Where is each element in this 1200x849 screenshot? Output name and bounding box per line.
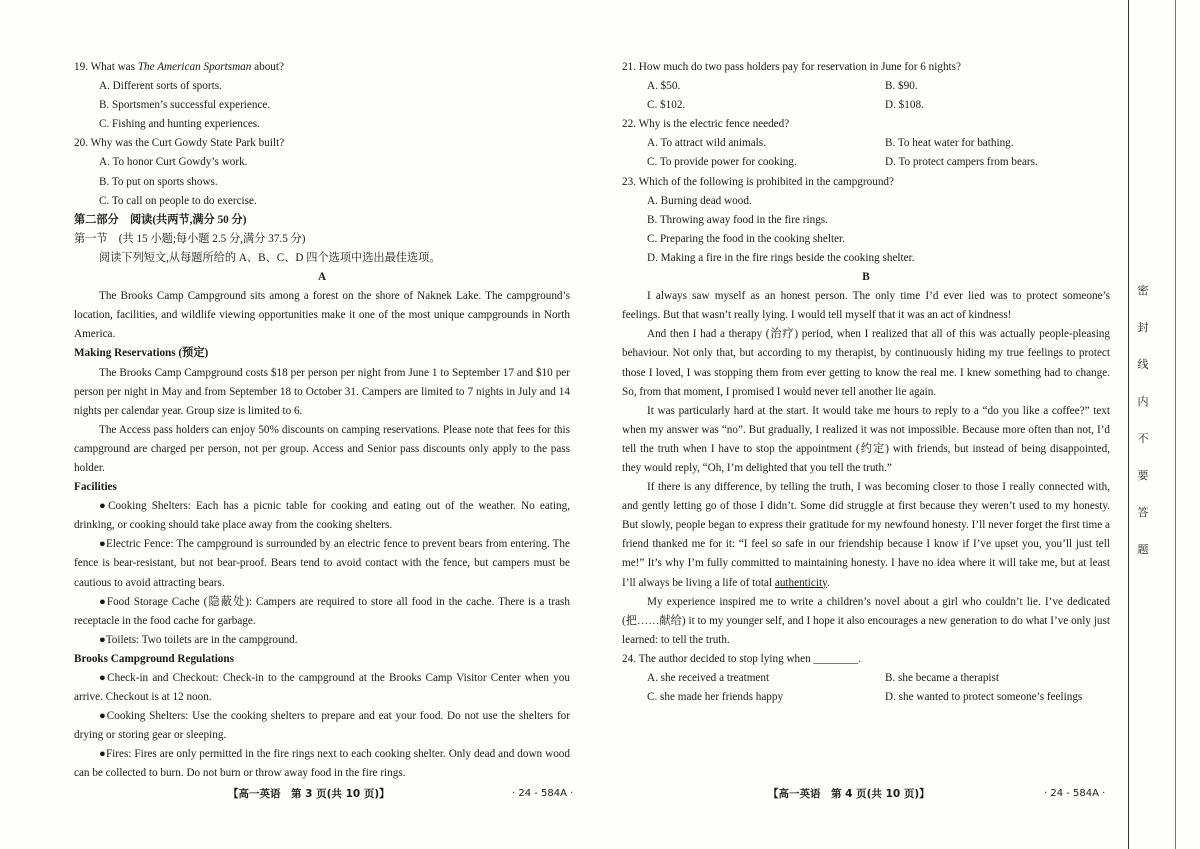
question-21: 21. How much do two pass holders pay for reservation in June for 6 nights? [622,61,961,73]
q24-option-a: A. she received a treatment [647,672,770,684]
q24-option-c: C. she made her friends happy [647,691,784,704]
q22-options-row-1 [622,134,1110,153]
q20-option-b: B. To put on sports shows. [99,175,218,188]
q21-option-a: A. $50. [647,80,681,93]
seal-char: 不 [1137,432,1149,445]
reservations-paragraph-1: The Brooks Camp Campground costs $18 per person per night from June 1 to September 17 and $10 per person per night in May and from September 18 to October 31. Campers are limited to 7 nights in July and 14 nights per calendar year. Group size is limited to 6. [74,366,570,417]
right-page-code: · 24 - 584A · [1044,788,1106,799]
reservations-heading: Making Reservations (预定) [74,347,209,360]
q21-option-b: B. $90. [885,80,918,93]
passage-b-paragraph-4: If there is any difference, by telling the truth, I was becoming closer to those I really connected with, and gently letting go of those I didn’t. Some did struggle at first because they weren’t used to my honesty. But slowly, people began to express their gratitude for my newfound honesty. I’ll never forget the first time a friend thanked me for it: “I feel so safe in our friendship because I know if I’ve upset you, you’ll just tell me!” It’s why I’m fully committed to maintaining honesty. I have no idea where it will take me, but at least I’ll always be living a life of total authenticity. [622,481,1110,589]
seal-char: 要 [1137,469,1149,482]
binding-line [1128,0,1129,849]
facilities-heading: Facilities [74,481,117,494]
seal-char: 线 [1137,358,1149,371]
q22-option-a: A. To attract wild animals. [647,137,766,150]
q23-option-a: A. Burning dead wood. [647,194,752,207]
left-footer: 【高一英语 第 3 页(共 10 页)】 [228,788,390,800]
reservations-paragraph-2: The Access pass holders can enjoy 50% discounts on camping reservations. Please note that fees for this campground are charged per person, not per group. Access and Senior pass discounts only apply to the pass holder. [74,423,570,474]
q22-option-c: C. To provide power for cooking. [647,156,797,169]
seal-line-notice [1136,272,1150,568]
q21-option-c: C. $102. [647,99,686,112]
q21-option-d: D. $108. [885,99,924,112]
regulations-heading: Brooks Campground Regulations [74,652,234,665]
seal-char: 答 [1137,506,1149,519]
instructions: 阅读下列短文,从每题所给的 A、B、C、D 四个选项中选出最佳选项。 [99,251,441,264]
section1-heading: 第一节 (共 15 小题;每小题 2.5 分,满分 37.5 分) [74,232,306,245]
q19-option-c: C. Fishing and hunting experiences. [99,118,260,131]
passage-b-paragraph-2: And then I had a therapy (治疗) period, when I realized that all of this was actually people-pleasing behaviour. Not only that, but according to my therapist, by continuously hiding my true feelings to protect those I loved, I was stopping them from ever getting to know the real me. I knew something had to change. So, from that moment, I promised I would never tell another lie again. [622,328,1110,398]
regulation-checkin: ●Check-in and Checkout: Check-in to the campground at the Brooks Camp Visitor Center when you arrive. Checkout is at 12 noon. [74,672,570,704]
passage-b-label: B [862,271,870,284]
seal-char: 封 [1137,321,1149,334]
facility-toilets: ●Toilets: Two toilets are in the campground. [99,633,298,646]
passage-a-label: A [317,271,327,284]
q22-option-b: B. To heat water for bathing. [885,137,1014,150]
regulation-cooking-shelters: ●Cooking Shelters: Use the cooking shelters to prepare and eat your food. Do not use the shelters for drying or storing gear or sleeping. [74,710,570,742]
q21-options-row-1 [622,77,1110,96]
question-19: 19. What was The American Sportsman about? [74,61,284,73]
q23-option-b: B. Throwing away food in the fire rings. [647,213,828,226]
facility-cooking-shelters: ●Cooking Shelters: Each has a picnic table for cooking and eating out of the weather. No eating, drinking, or cooking should take place away from the cooking shelters. [74,500,570,532]
question-23: 23. Which of the following is prohibited in the campground? [622,175,894,188]
q24-option-b: B. she became a therapist [885,672,1000,684]
passage-a-intro: The Brooks Camp Campground sits among a forest on the shore of Naknek Lake. The campground’s location, facilities, and wildlife viewing opportunities make it one of the most unique campgrounds in North America. [74,290,570,341]
passage-b-paragraph-1: I always saw myself as an honest person. The only time I’d ever lied was to protect someone’s feelings. But that wasn’t really lying. I would tell myself that it was an act of kindness! [622,290,1110,322]
seal-char: 内 [1137,395,1149,408]
question-22: 22. Why is the electric fence needed? [622,118,790,131]
q21-options-row-2 [622,96,1110,115]
question-24: 24. The author decided to stop lying when ________. [622,652,862,665]
left-page [74,58,570,784]
right-footer: 【高一英语 第 4 页(共 10 页)】 [768,788,930,800]
q23-option-d: D. Making a fire in the fire rings beside the cooking shelter. [647,251,915,264]
passage-b-paragraph-5: My experience inspired me to write a children’s novel about a girl who couldn’t lie. I’ve dedicated (把……献给) it to my younger self, and I hope it also encourages a new generation to do what I’ve only just learned: to tell the truth. [622,595,1110,646]
q22-options-row-2 [622,153,1110,172]
binding-line-outer [1175,0,1176,849]
q20-option-c: C. To call on people to do exercise. [99,194,257,207]
regulation-fires: ●Fires: Fires are only permitted in the fire rings next to each cooking shelter. Only dead and down wood can be collected to burn. Do not burn or throw away food in the fire rings. [74,748,570,780]
seal-char: 题 [1137,543,1149,556]
q22-option-d: D. To protect campers from bears. [885,156,1038,169]
right-page [622,58,1110,707]
q24-options-row-1 [622,669,1110,688]
q24-options-row-2 [622,688,1110,707]
facility-food-cache: ●Food Storage Cache (隐蔽处): Campers are required to store all food in the cache. There is a trash receptacle in the food cache for garbage. [74,595,570,627]
q24-option-d: D. she wanted to protect someone’s feelings [885,691,1083,704]
underlined-word: authenticity [774,576,827,589]
q19-option-b: B. Sportsmen’s successful experience. [99,99,271,112]
q19-option-a: A. Different sorts of sports. [99,80,222,93]
question-20: 20. Why was the Curt Gowdy State Park built? [74,137,285,150]
left-page-code: · 24 - 584A · [512,788,574,799]
part2-heading: 第二部分 阅读(共两节,满分 50 分) [74,213,247,226]
passage-b-paragraph-3: It was particularly hard at the start. It would take me hours to reply to a “do you like a coffee?” text when my answer was “no”. But gradually, I realized it was not impossible. Because more often than not, I’d tell the truth when I have to stop the appointment (约定) with friends, but instead of being disappointed, they would reply, “Oh, I’m delighted that you tell the truth.” [622,404,1110,474]
facility-electric-fence: ●Electric Fence: The campground is surrounded by an electric fence to prevent bears from entering. The fence is bear-resistant, but not bear-proof. Bears tend to avoid contact with the fence, but campers must be cautious to avoid attracting bears. [74,538,570,589]
q23-option-c: C. Preparing the food in the cooking shelter. [647,232,845,245]
q20-option-a: A. To honor Curt Gowdy’s work. [99,156,248,169]
seal-char: 密 [1137,284,1149,297]
